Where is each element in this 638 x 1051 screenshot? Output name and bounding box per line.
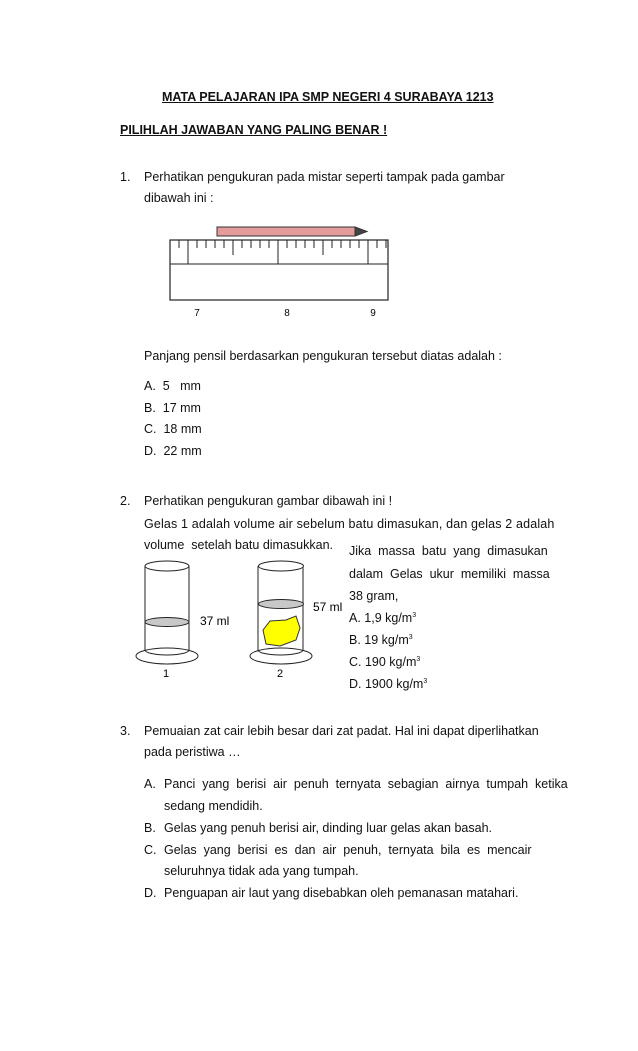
glass-2-label: 2 (276, 668, 284, 680)
option-text: C. 190 kg/m (349, 655, 417, 669)
ruler-label: 8 (284, 308, 290, 319)
option-a[interactable] (349, 611, 416, 625)
option-text: seluruhnya tidak ada yang tumpah. (164, 864, 359, 878)
glass-1-label: 1 (162, 668, 170, 680)
question-text: Gelas 1 adalah volume air sebelum batu dimasukan, dan gelas 2 adalah (144, 517, 555, 531)
measuring-cylinders-figure (130, 558, 360, 688)
question-text: dibawah ini : (144, 191, 214, 205)
superscript: 3 (416, 655, 421, 663)
question-text: Perhatikan pengukuran pada mistar seperti tampak pada gambar (144, 170, 505, 184)
glass-1-volume: 37 ml (200, 614, 230, 628)
glass-2-volume: 57 ml (313, 600, 343, 614)
option-text: Gelas yang berisi es dan air penuh, ternyata bila es mencair (164, 843, 532, 857)
option-text: Penguapan air laut yang disebabkan oleh pemanasan matahari. (164, 886, 519, 900)
question-text: Pemuaian zat cair lebih besar dari zat padat. Hal ini dapat diperlihatkan (144, 724, 539, 738)
ruler-body (170, 240, 388, 300)
option-d[interactable] (144, 444, 202, 458)
option-d[interactable] (349, 677, 427, 691)
ruler-label: 9 (370, 308, 376, 319)
option-letter: B. (144, 821, 156, 835)
page-title: MATA PELAJARAN IPA SMP NEGERI 4 SURABAYA 1213 (162, 90, 494, 104)
option-letter: A. (144, 777, 156, 791)
option-letter: C. (144, 843, 157, 857)
question-text: dalam Gelas ukur memiliki massa (349, 567, 550, 581)
option-letter: A. (144, 379, 156, 393)
option-c[interactable] (349, 655, 420, 669)
question-number: 3. (120, 724, 131, 738)
ruler-label: 7 (194, 308, 200, 319)
superscript: 3 (423, 677, 428, 685)
pencil-icon (217, 227, 367, 236)
question-text: Jika massa batu yang dimasukan (349, 544, 548, 558)
option-a[interactable] (144, 379, 201, 393)
ruler-figure (160, 220, 400, 320)
option-letter: D. (144, 886, 157, 900)
question-number: 1. (120, 170, 131, 184)
option-text: 22 mm (163, 444, 202, 458)
cylinder-2-icon (250, 561, 312, 664)
option-text: A. 1,9 kg/m (349, 611, 413, 625)
option-text: 5 mm (162, 379, 201, 393)
option-text: Panci yang berisi air penuh ternyata sebagian airnya tumpah ketika (164, 777, 568, 791)
rock-icon (263, 616, 300, 646)
option-text: 18 mm (163, 422, 202, 436)
question-prompt: Panjang pensil berdasarkan pengukuran tersebut diatas adalah : (144, 349, 502, 363)
option-letter: D. (144, 444, 157, 458)
option-letter: C. (144, 422, 157, 436)
option-text: Gelas yang penuh berisi air, dinding luar gelas akan basah. (164, 821, 492, 835)
option-letter: B. (144, 401, 156, 415)
option-text: 17 mm (162, 401, 201, 415)
superscript: 3 (412, 611, 417, 619)
superscript: 3 (408, 633, 413, 641)
option-text: D. 1900 kg/m (349, 677, 424, 691)
cylinder-1-icon (136, 561, 198, 664)
question-text: 38 gram, (349, 589, 399, 603)
option-b[interactable] (349, 633, 413, 647)
option-b[interactable] (144, 401, 201, 415)
question-number: 2. (120, 494, 131, 508)
option-text: sedang mendidih. (164, 799, 263, 813)
option-text: B. 19 kg/m (349, 633, 409, 647)
question-text: volume setelah batu dimasukkan. (144, 538, 333, 552)
instruction: PILIHLAH JAWABAN YANG PALING BENAR ! (120, 123, 388, 137)
question-text: pada peristiwa … (144, 745, 241, 759)
question-text: Perhatikan pengukuran gambar dibawah ini ! (144, 494, 393, 508)
option-c[interactable] (144, 422, 202, 436)
